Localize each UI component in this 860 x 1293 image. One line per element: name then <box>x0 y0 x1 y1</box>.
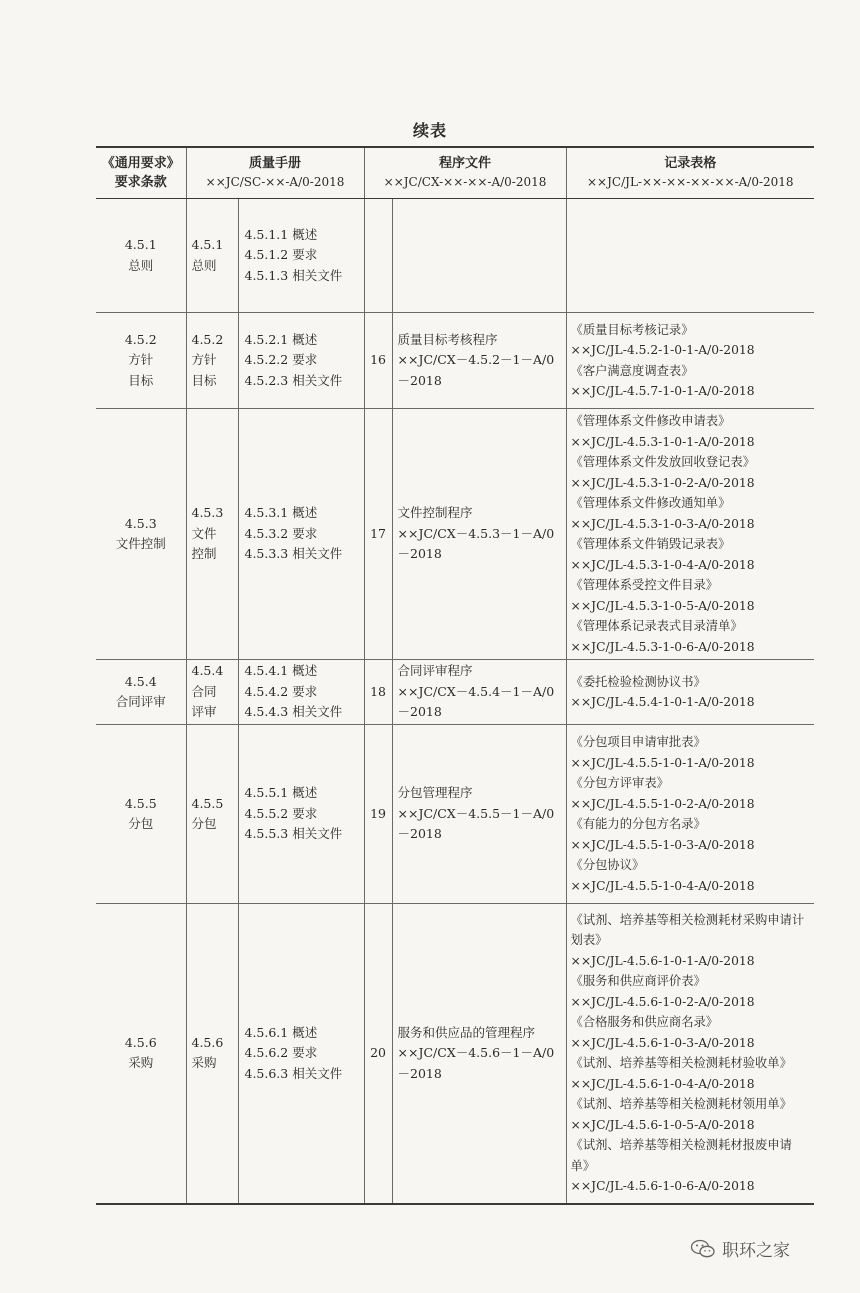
record-title: 《管理体系受控文件目录》 <box>570 578 719 592</box>
section-cell <box>186 409 238 660</box>
records-cell <box>566 409 814 660</box>
procedure-title: 合同评审程序 <box>397 663 473 679</box>
record-title: 《试剂、培养基等相关检测耗材报废申请单》 <box>570 1138 792 1173</box>
section-label: 方针 <box>191 352 217 368</box>
record-title: 《管理体系记录表式目录清单》 <box>570 619 743 633</box>
record-code: ××JC/JL-4.5.3-1-0-3-A/0-2018 <box>570 516 755 531</box>
clause-cell <box>96 409 186 660</box>
header-clause-sub: 要求条款 <box>114 175 167 190</box>
subsection-item: 4.5.5.2 要求 <box>244 805 318 821</box>
record-title: 《服务和供应商评价表》 <box>570 974 706 989</box>
procedure-code: －2018 <box>397 546 442 562</box>
record-code: ××JC/JL-4.5.6-1-0-3-A/0-2018 <box>570 1035 755 1050</box>
procedure-code: ××JC/CX－4.5.3－1－A/0 <box>397 525 555 541</box>
section-number: 4.5.3 <box>191 505 224 521</box>
record-title: 《分包方评审表》 <box>570 776 669 790</box>
subsection-cell <box>238 313 364 409</box>
procedure-title: 文件控制程序 <box>397 505 473 521</box>
record-title: 《委托检验检测协议书》 <box>570 674 706 689</box>
header-records-code: ××JC/JL-××-××-××-××-A/0-2018 <box>586 175 794 189</box>
subsection-item: 4.5.1.1 概述 <box>244 226 318 242</box>
record-title: 《有能力的分包方名录》 <box>570 817 706 831</box>
procedure-code: ××JC/CX－4.5.6－1－A/0 <box>397 1045 555 1060</box>
section-cell <box>186 660 238 725</box>
subsection-item: 4.5.4.3 相关文件 <box>244 704 343 720</box>
record-title: 《客户满意度调查表》 <box>570 363 694 378</box>
records-cell <box>566 660 814 725</box>
records-cell <box>566 199 814 313</box>
subsection-cell <box>238 409 364 660</box>
section-number: 4.5.5 <box>191 795 224 811</box>
record-code: ××JC/JL-4.5.6-1-0-1-A/0-2018 <box>570 953 755 968</box>
section-label: 文件 <box>191 525 217 541</box>
clause-label: 分包 <box>128 816 154 831</box>
records-cell <box>566 904 814 1204</box>
subsection-item: 4.5.1.3 相关文件 <box>244 267 343 283</box>
clause-cell <box>96 725 186 904</box>
procedure-code: ××JC/CX－4.5.4－1－A/0 <box>397 683 555 699</box>
subsection-cell <box>238 904 364 1204</box>
section-cell <box>186 199 238 313</box>
section-number: 4.5.2 <box>191 331 224 347</box>
clause-number: 4.5.5 <box>124 795 157 811</box>
page-title: 续表 <box>412 121 447 140</box>
clause-cell <box>96 313 186 409</box>
section-label: 目标 <box>191 372 217 388</box>
section-number: 4.5.6 <box>191 1034 224 1050</box>
procedure-title: 质量目标考核程序 <box>397 331 498 347</box>
procedure-number-cell <box>364 199 392 313</box>
record-code: ××JC/JL-4.5.4-1-0-1-A/0-2018 <box>570 695 755 709</box>
header-manual-title: 质量手册 <box>249 156 302 171</box>
record-code: ××JC/JL-4.5.3-1-0-2-A/0-2018 <box>570 475 755 490</box>
clause-number: 4.5.2 <box>124 331 157 347</box>
procedure-number-cell: 19 <box>364 725 392 904</box>
record-title: 《试剂、培养基等相关检测耗材领用单》 <box>570 1097 792 1112</box>
section-cell <box>186 904 238 1204</box>
record-title: 《分包协议》 <box>570 858 645 872</box>
record-code: ××JC/JL-4.5.6-1-0-4-A/0-2018 <box>570 1076 755 1091</box>
record-code: ××JC/JL-4.5.6-1-0-2-A/0-2018 <box>570 994 755 1009</box>
header-manual-code: ××JC/SC-××-A/0-2018 <box>205 175 345 189</box>
record-code: ××JC/JL-4.5.5-1-0-2-A/0-2018 <box>570 796 755 811</box>
section-cell <box>186 313 238 409</box>
records-cell <box>566 725 814 904</box>
procedure-cell <box>392 660 566 725</box>
header-procedure-code: ××JC/CX-××-××-A/0-2018 <box>383 175 547 189</box>
section-label: 合同 <box>191 683 217 699</box>
record-code: ××JC/JL-4.5.7-1-0-1-A/0-2018 <box>570 384 755 398</box>
record-title: 《质量目标考核记录》 <box>570 322 694 337</box>
record-code: ××JC/JL-4.5.5-1-0-4-A/0-2018 <box>570 878 755 893</box>
clause-label: 总则 <box>128 257 154 273</box>
clause-cell <box>96 660 186 725</box>
header-clause <box>96 147 186 199</box>
procedure-code: －2018 <box>397 826 442 842</box>
procedure-cell <box>392 409 566 660</box>
subsection-item: 4.5.6.2 要求 <box>244 1045 318 1060</box>
clause-number: 4.5.4 <box>124 673 157 689</box>
procedure-title: 分包管理程序 <box>397 785 473 801</box>
table-row <box>96 725 814 904</box>
clause-label: 合同评审 <box>115 694 166 709</box>
header-procedure-title: 程序文件 <box>439 156 492 171</box>
record-title: 《管理体系文件销毁记录表》 <box>570 537 731 551</box>
record-code: ××JC/JL-4.5.3-1-0-1-A/0-2018 <box>570 434 755 449</box>
procedure-code: ××JC/CX－4.5.2－1－A/0 <box>397 352 555 368</box>
subsection-item: 4.5.3.3 相关文件 <box>244 546 343 562</box>
clause-number: 4.5.1 <box>124 237 157 252</box>
section-label: 评审 <box>191 704 217 720</box>
record-title: 《管理体系文件修改申请表》 <box>570 414 731 428</box>
record-code: ××JC/JL-4.5.5-1-0-1-A/0-2018 <box>570 755 755 770</box>
header-records-title: 记录表格 <box>664 156 717 171</box>
clause-label: 文件控制 <box>115 536 166 551</box>
section-number: 4.5.1 <box>191 237 224 252</box>
header-records <box>566 147 814 199</box>
header-procedure <box>364 147 566 199</box>
record-title: 《合格服务和供应商名录》 <box>570 1015 719 1030</box>
record-title: 《试剂、培养基等相关检测耗材采购申请计划表》 <box>570 912 805 948</box>
section-label: 总则 <box>191 257 217 273</box>
section-label: 控制 <box>191 546 217 562</box>
clause-table <box>96 146 814 1205</box>
record-code: ××JC/JL-4.5.3-1-0-4-A/0-2018 <box>570 557 755 572</box>
procedure-code: －2018 <box>397 372 442 388</box>
subsection-item: 4.5.2.3 相关文件 <box>244 372 343 388</box>
header-clause-title: 《通用要求》 <box>101 156 180 171</box>
clause-label: 目标 <box>128 372 154 388</box>
subsection-item: 4.5.5.1 概述 <box>244 785 318 801</box>
subsection-item: 4.5.4.1 概述 <box>244 663 318 679</box>
record-code: ××JC/JL-4.5.5-1-0-3-A/0-2018 <box>570 837 755 852</box>
record-title: 《管理体系文件修改通知单》 <box>570 496 731 510</box>
record-title: 《管理体系文件发放回收登记表》 <box>570 455 755 469</box>
section-cell <box>186 725 238 904</box>
record-title: 《试剂、培养基等相关检测耗材验收单》 <box>570 1056 792 1071</box>
table-row <box>96 313 814 409</box>
table-row <box>96 409 814 660</box>
record-code: ××JC/JL-4.5.2-1-0-1-A/0-2018 <box>570 343 755 357</box>
subsection-item: 4.5.5.3 相关文件 <box>244 826 343 842</box>
table-row <box>96 660 814 725</box>
subsection-item: 4.5.6.1 概述 <box>244 1024 318 1040</box>
procedure-number-cell: 16 <box>364 313 392 409</box>
subsection-item: 4.5.2.2 要求 <box>244 352 318 368</box>
subsection-item: 4.5.6.3 相关文件 <box>244 1065 343 1081</box>
procedure-cell <box>392 313 566 409</box>
record-code: ××JC/JL-4.5.6-1-0-5-A/0-2018 <box>570 1117 755 1132</box>
clause-label: 采购 <box>128 1055 154 1071</box>
procedure-number-cell: 17 <box>364 409 392 660</box>
procedure-code: ××JC/CX－4.5.5－1－A/0 <box>397 805 555 821</box>
table-row <box>96 199 814 313</box>
wechat-icon <box>690 1239 716 1259</box>
subsection-item: 4.5.4.2 要求 <box>244 683 318 699</box>
subsection-cell <box>238 660 364 725</box>
section-number: 4.5.4 <box>191 663 224 679</box>
subsection-cell <box>238 199 364 313</box>
procedure-cell <box>392 725 566 904</box>
procedure-cell <box>392 904 566 1204</box>
header-manual <box>186 147 364 199</box>
record-title: 《分包项目申请审批表》 <box>570 735 706 749</box>
section-label: 采购 <box>191 1055 217 1071</box>
clause-label: 方针 <box>128 352 154 368</box>
procedure-code: －2018 <box>397 1065 442 1081</box>
record-code: ××JC/JL-4.5.3-1-0-6-A/0-2018 <box>570 639 755 654</box>
procedure-title: 服务和供应品的管理程序 <box>397 1024 536 1040</box>
procedure-number-cell: 20 <box>364 904 392 1204</box>
record-code: ××JC/JL-4.5.6-1-0-6-A/0-2018 <box>570 1179 755 1194</box>
subsection-item: 4.5.3.2 要求 <box>244 525 318 541</box>
subsection-item: 4.5.3.1 概述 <box>244 505 318 521</box>
clause-number: 4.5.3 <box>124 515 157 531</box>
subsection-item: 4.5.2.1 概述 <box>244 331 318 347</box>
watermark-text: 职环之家 <box>722 1241 790 1261</box>
procedure-number-cell: 18 <box>364 660 392 725</box>
table-header-row <box>96 147 814 199</box>
watermark <box>690 1236 790 1261</box>
procedure-code: －2018 <box>397 704 442 720</box>
procedure-cell <box>392 199 566 313</box>
clause-cell <box>96 904 186 1204</box>
table-row <box>96 904 814 1204</box>
subsection-cell <box>238 725 364 904</box>
records-cell <box>566 313 814 409</box>
subsection-item: 4.5.1.2 要求 <box>244 247 318 263</box>
section-label: 分包 <box>191 816 217 831</box>
record-code: ××JC/JL-4.5.3-1-0-5-A/0-2018 <box>570 598 755 613</box>
clause-cell <box>96 199 186 313</box>
clause-number: 4.5.6 <box>124 1034 157 1050</box>
